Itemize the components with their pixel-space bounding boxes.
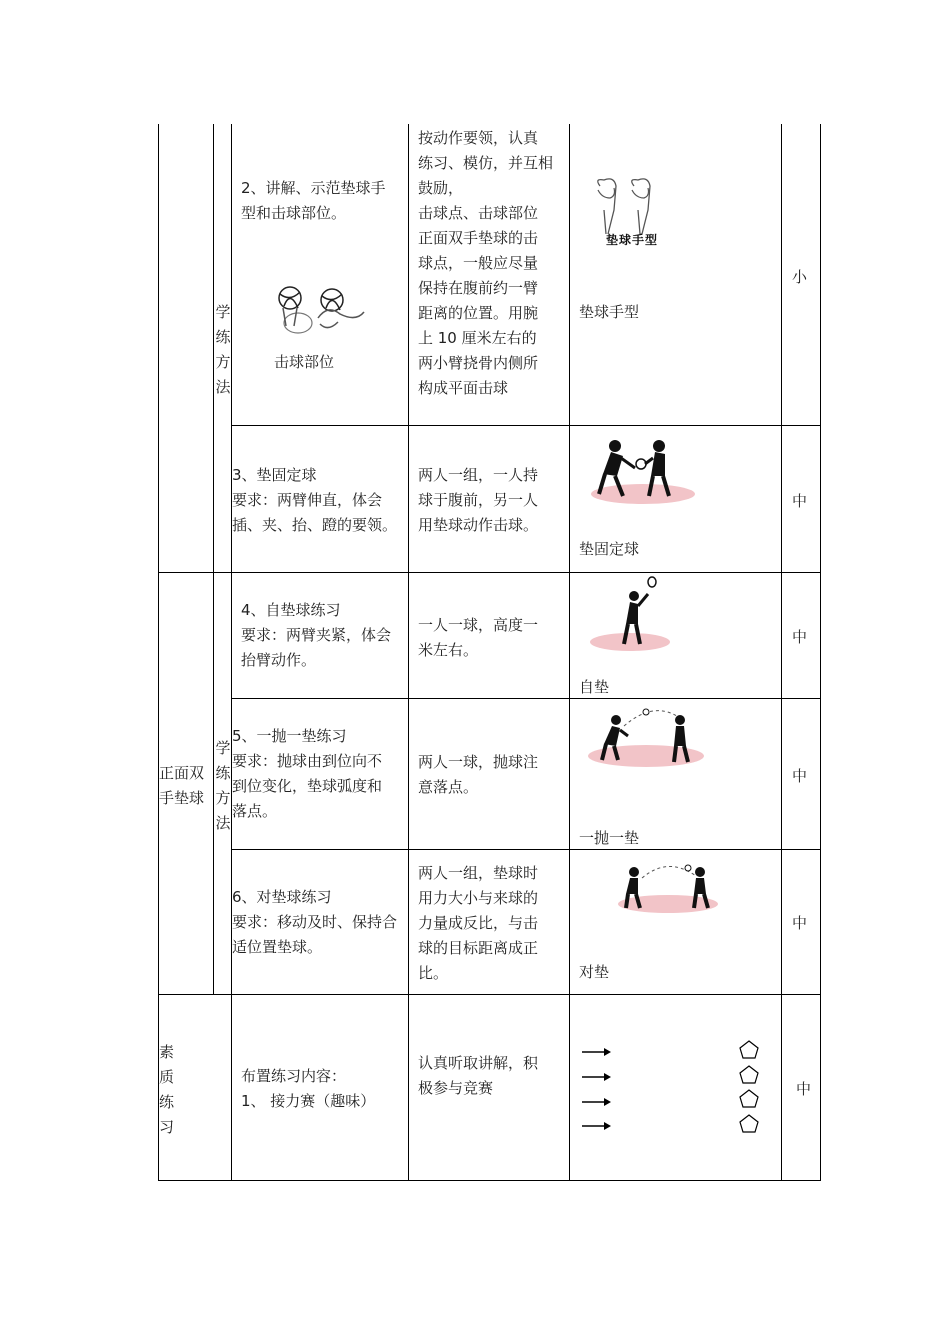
row-divider-1 <box>231 425 821 426</box>
pair-bump-caption: 对垫 <box>579 963 610 981</box>
sub-label-method-1: 学练方法 <box>215 303 231 396</box>
arrow-icon <box>582 1098 611 1106</box>
fixed-ball-caption: 垫固定球 <box>579 540 640 558</box>
table-border-right <box>820 124 821 1181</box>
table-border-bottom <box>158 1180 821 1181</box>
arrow-icon <box>582 1048 611 1056</box>
section-label-forearm-pass: 正面双 手垫球 <box>159 764 205 807</box>
arrow-icon <box>582 1073 611 1081</box>
method-text-row-5: 两人一组，垫球时 用力大小与来球的 力量成反比，与击 球的目标距离成正 比。 <box>418 864 539 982</box>
content-text-row-4: 5、一抛一垫练习 要求：抛球由到位向不 到位变化，垫球弧度和 落点。 <box>232 727 383 820</box>
table-border-left <box>158 124 159 1181</box>
hit-position-caption: 击球部位 <box>274 353 335 371</box>
intensity-row-1: 小 <box>792 268 808 286</box>
sub-label-method-2: 学练方法 <box>215 739 231 832</box>
self-bump-caption: 自垫 <box>579 678 610 696</box>
table-divider-method-left <box>408 124 409 1181</box>
method-text-row-1: 按动作要领，认真 练习、模仿，并互相 鼓励， 击球点、击球部位 正面双手垫球的击 球点，一般应尽量 保持在腹前约一臂 距离的位置。用腕 上 10 厘米左右的 两小臂挠骨内侧所 构成平面击球 <box>418 129 554 397</box>
intensity-row-6: 中 <box>796 1080 812 1098</box>
row-divider-4 <box>231 849 821 850</box>
arrow-icon <box>582 1122 611 1130</box>
row-divider-3 <box>231 698 821 699</box>
content-text-row-1: 2、讲解、示范垫球手 型和击球部位。 <box>241 179 386 222</box>
content-text-row-3: 4、自垫球练习 要求：两臂夹紧，体会 抬臂动作。 <box>241 601 392 669</box>
content-text-row-5: 6、对垫球练习 要求：移动及时、保持合 适位置垫球。 <box>232 888 398 956</box>
pentagon-icon <box>740 1066 758 1083</box>
pentagon-icon <box>740 1115 758 1132</box>
method-text-row-6: 认真听取讲解，积 极参与竞赛 <box>418 1054 539 1097</box>
relay-diagram <box>580 1040 770 1140</box>
hand-shape-caption: 垫球手型 <box>579 303 640 321</box>
table-divider-intensity-left <box>781 124 782 1181</box>
method-text-row-3: 一人一球，高度一 米左右。 <box>418 616 539 659</box>
hand-shape-inline-label: 垫球手型 <box>606 233 659 247</box>
toss-bump-caption: 一抛一垫 <box>579 829 640 847</box>
section-label-fitness: 素 质 练 习 <box>159 1043 175 1136</box>
intensity-row-3: 中 <box>792 628 808 646</box>
content-text-row-6: 布置练习内容： 1、 接力赛（趣味） <box>241 1067 376 1110</box>
table-divider-image-left <box>569 124 570 1181</box>
table-divider-sub-left <box>213 124 214 995</box>
intensity-row-2: 中 <box>792 492 808 510</box>
self-bump-image <box>586 574 686 658</box>
intensity-row-4: 中 <box>792 767 808 785</box>
fixed-ball-image <box>583 434 703 514</box>
intensity-row-5: 中 <box>792 914 808 932</box>
row-divider-5 <box>158 994 821 995</box>
hit-position-image <box>268 278 378 340</box>
content-text-row-2: 3、垫固定球 要求：两臂伸直，体会 插、夹、抬、蹬的要领。 <box>232 466 398 534</box>
method-text-row-2: 两人一组，一人持 球于腹前，另一人 用垫球动作击球。 <box>418 466 539 534</box>
pentagon-icon <box>740 1041 758 1058</box>
pair-bump-image <box>616 858 726 922</box>
table-divider-content-left <box>231 124 232 1181</box>
pentagon-icon <box>740 1090 758 1107</box>
row-divider-2 <box>158 572 821 573</box>
method-text-row-4: 两人一球，抛球注 意落点。 <box>418 753 539 796</box>
toss-bump-image <box>584 704 710 776</box>
